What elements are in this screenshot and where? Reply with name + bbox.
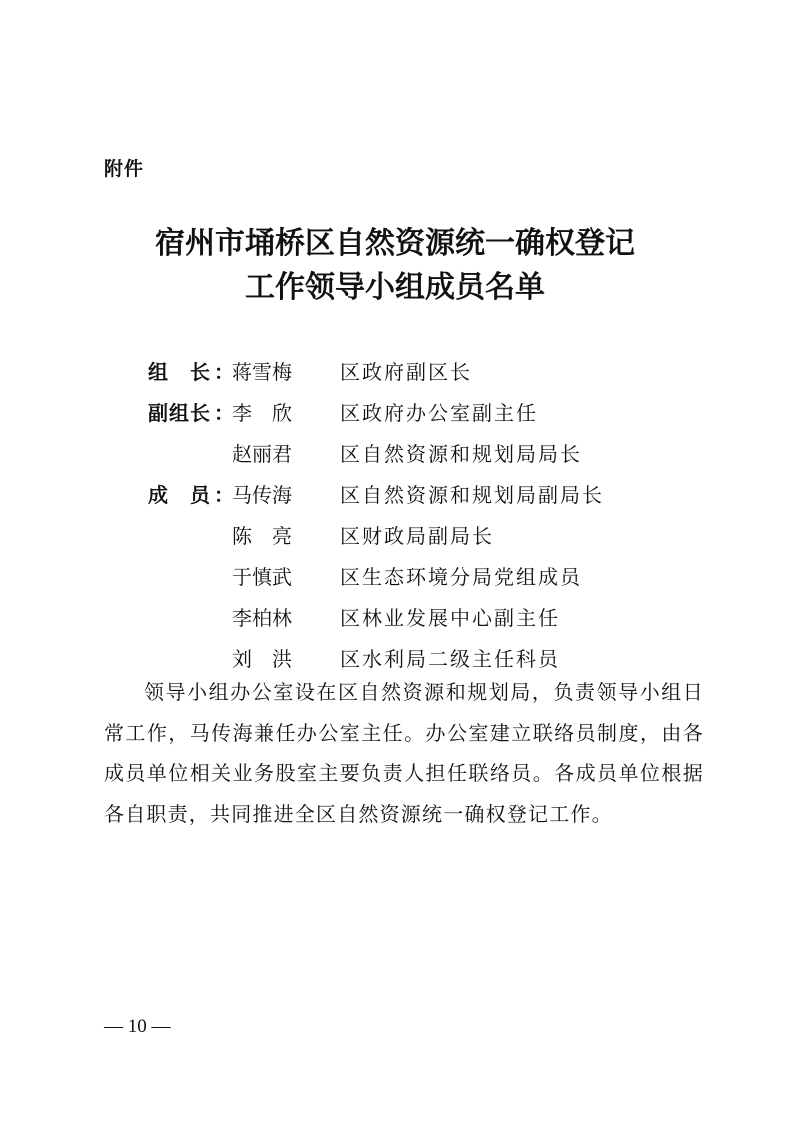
- member-position: 区自然资源和规划局副局长: [340, 483, 604, 507]
- member-name: 马传海: [232, 483, 292, 507]
- member-position: 区生态环境分局党组成员: [340, 565, 582, 589]
- member-name: 陈亮: [232, 524, 292, 548]
- member-role-colon: ：: [214, 483, 234, 507]
- member-name: 李欣: [232, 401, 292, 425]
- member-name: 赵丽君: [232, 442, 292, 466]
- member-name: 刘洪: [232, 647, 292, 671]
- member-role-colon: ：: [214, 401, 234, 425]
- member-position: 区林业发展中心副主任: [340, 606, 560, 630]
- member-role: 副组长: [148, 401, 210, 425]
- member-role-colon: ：: [214, 360, 234, 384]
- member-position: 区政府办公室副主任: [340, 401, 538, 425]
- member-position: 区财政局副局长: [340, 524, 494, 548]
- member-role: 组长: [148, 360, 210, 384]
- member-name: 李柏林: [232, 606, 292, 630]
- member-name: 蒋雪梅: [232, 360, 292, 384]
- office-description-paragraph: 领导小组办公室设在区自然资源和规划局，负责领导小组日常工作，马传海兼任办公室主任。办公室建立联络员制度，由各成员单位相关业务股室主要负责人担任联络员。各成员单位根据各自职责，共同推进全区自然资源统一确权登记工作。: [104, 680, 704, 826]
- document-title-line-2: 工作领导小组成员名单: [245, 270, 545, 305]
- member-role: 成员: [148, 483, 210, 507]
- attachment-label: 附件: [104, 158, 145, 180]
- member-name: 于慎武: [232, 565, 292, 589]
- member-position: 区自然资源和规划局局长: [340, 442, 582, 466]
- member-position: 区政府副区长: [340, 360, 472, 384]
- member-position: 区水利局二级主任科员: [340, 647, 560, 671]
- page-number: — 10 —: [104, 1016, 171, 1037]
- document-title-line-1: 宿州市埇桥区自然资源统一确权登记: [155, 226, 635, 261]
